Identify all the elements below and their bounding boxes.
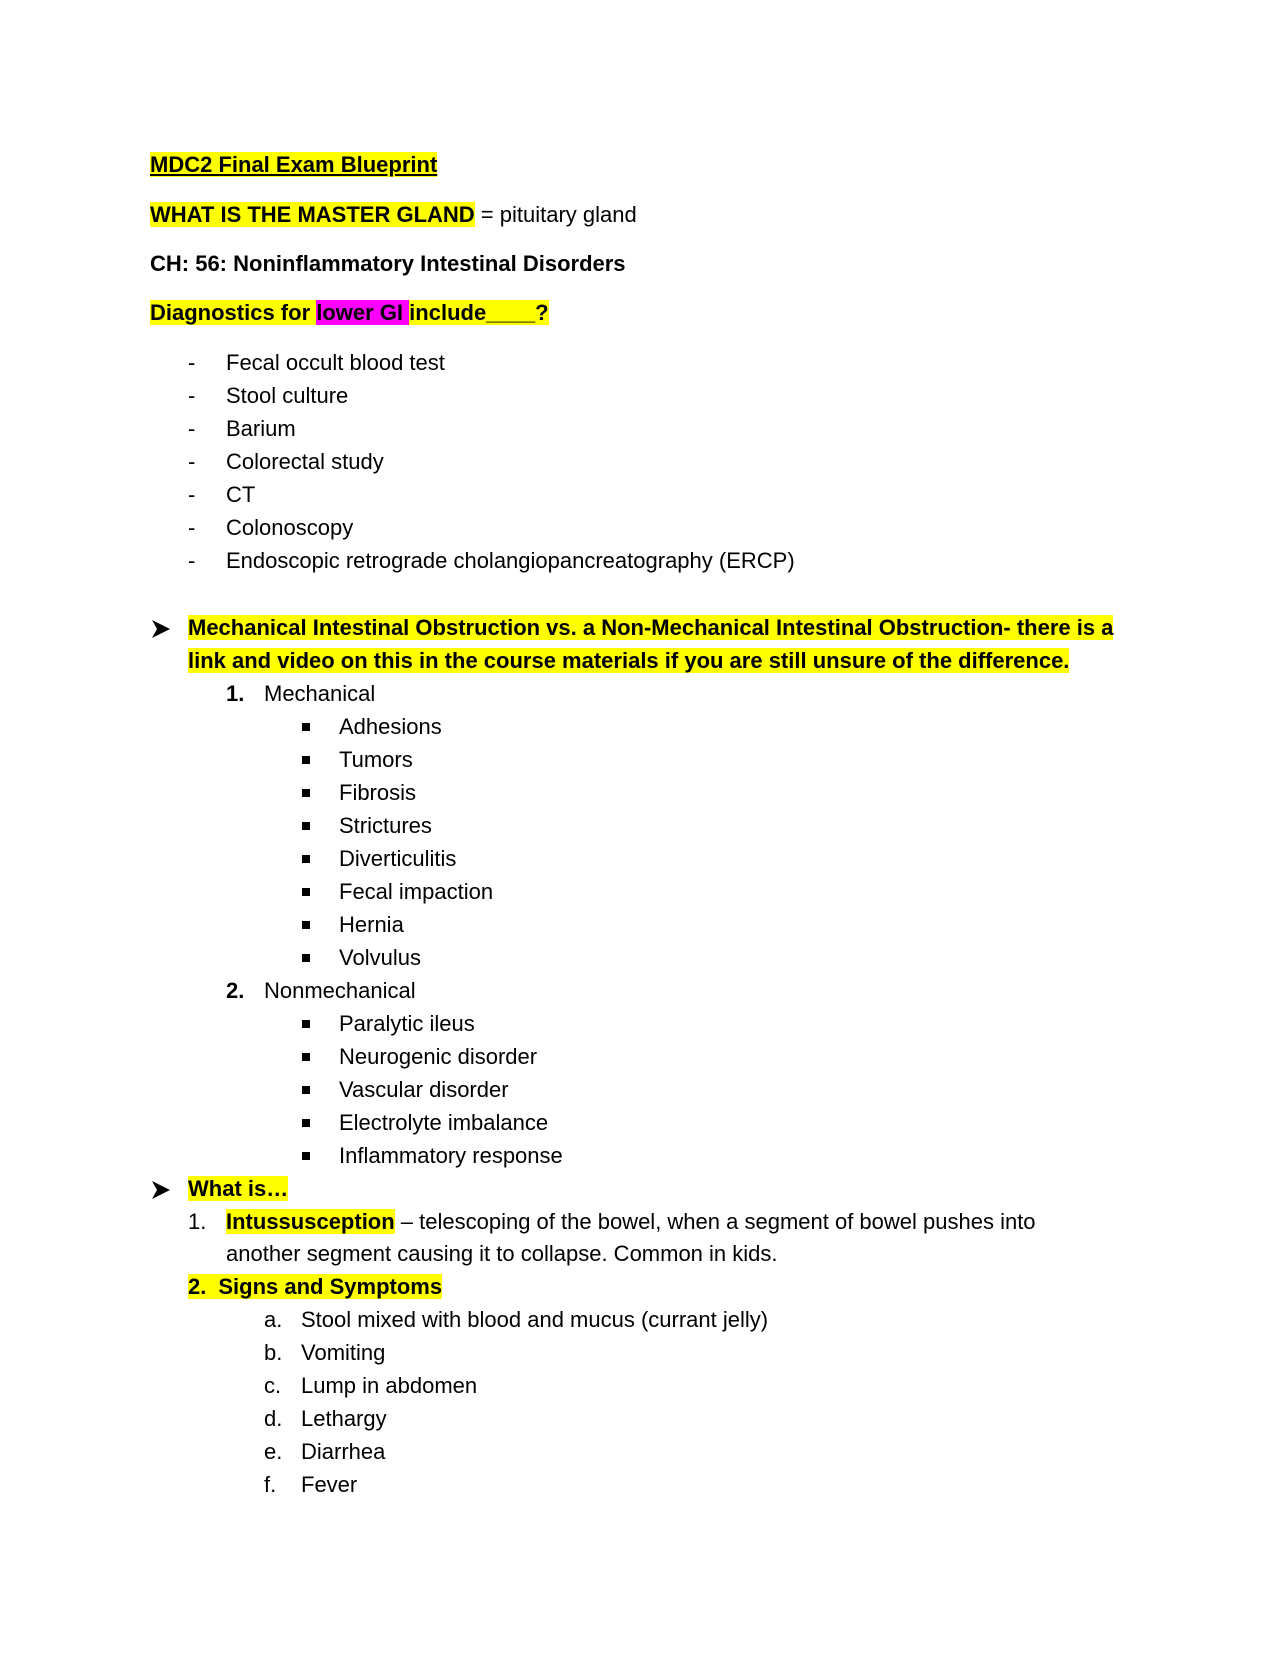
list-number: 1. [226, 681, 245, 706]
list-item: Paralytic ileus [339, 1011, 475, 1036]
list-item: Fever [301, 1472, 358, 1497]
mechanical-label: Mechanical [264, 681, 376, 706]
list-letter: c. [264, 1373, 282, 1398]
square-bullet-icon [302, 1020, 310, 1028]
master-gland-answer: = pituitary gland [474, 202, 637, 227]
list-number: 1. [188, 1209, 207, 1234]
square-bullet-icon [302, 756, 310, 764]
signs-heading: 2. Signs and Symptoms [188, 1274, 443, 1299]
intussusception-term: Intussusception [226, 1209, 395, 1234]
list-item: Colonoscopy [226, 515, 354, 540]
what-is-heading: What is… [188, 1176, 289, 1201]
list-item: Electrolyte imbalance [339, 1110, 549, 1135]
square-bullet-icon [302, 1086, 310, 1094]
list-item: Hernia [339, 912, 404, 937]
list-item: Vascular disorder [339, 1077, 509, 1102]
list-item: Stool mixed with blood and mucus (currant jelly) [301, 1307, 769, 1332]
list-item: Volvulus [339, 945, 421, 970]
list-number: 2. [226, 978, 245, 1003]
obstruction-heading-line2: link and video on this in the course materials if you are still unsure of the difference. [188, 648, 1070, 673]
intussusception-line1: Intussusception – telescoping of the bowel, when a segment of bowel pushes into [226, 1209, 1036, 1234]
square-bullet-icon [302, 954, 310, 962]
square-bullet-icon [302, 855, 310, 863]
list-item: Inflammatory response [339, 1143, 563, 1168]
list-item: Tumors [339, 747, 413, 772]
list-letter: d. [264, 1406, 283, 1431]
list-item: Lump in abdomen [301, 1373, 478, 1398]
square-bullet-icon [302, 888, 310, 896]
obstruction-heading-line1: Mechanical Intestinal Obstruction vs. a Non-Mechanical Intestinal Obstruction- there is a [188, 615, 1114, 640]
list-item: Strictures [339, 813, 432, 838]
list-letter: e. [264, 1439, 283, 1464]
master-gland-question: WHAT IS THE MASTER GLAND [150, 202, 475, 227]
list-item: Fecal occult blood test [226, 350, 445, 375]
square-bullet-icon [302, 1053, 310, 1061]
list-item: Fecal impaction [339, 879, 494, 904]
list-item: Stool culture [226, 383, 349, 408]
document-title: MDC2 Final Exam Blueprint [150, 152, 438, 177]
dash-marker: - [188, 350, 196, 375]
list-item: Neurogenic disorder [339, 1044, 538, 1069]
list-item: Endoscopic retrograde cholangiopancreatography (ERCP) [226, 548, 795, 573]
list-letter: b. [264, 1340, 283, 1365]
square-bullet-icon [302, 1152, 310, 1160]
nonmechanical-label: Nonmechanical [264, 978, 416, 1003]
list-letter: a. [264, 1307, 283, 1332]
square-bullet-icon [302, 789, 310, 797]
list-letter: f. [264, 1472, 277, 1497]
dash-marker: - [188, 416, 196, 441]
chapter-heading: CH: 56: Noninflammatory Intestinal Disorders [150, 251, 626, 276]
list-item: Adhesions [339, 714, 442, 739]
dash-marker: - [188, 482, 196, 507]
diagnostics-question: Diagnostics for lower GI include____? [150, 300, 549, 325]
arrow-bullet-icon [150, 618, 172, 640]
list-item: Diverticulitis [339, 846, 457, 871]
list-item: Diarrhea [301, 1439, 386, 1464]
square-bullet-icon [302, 822, 310, 830]
list-item: Fibrosis [339, 780, 417, 805]
list-item: Barium [226, 416, 296, 441]
list-item: CT [226, 482, 256, 507]
dash-marker: - [188, 515, 196, 540]
dash-marker: - [188, 548, 196, 573]
list-item: Colorectal study [226, 449, 384, 474]
square-bullet-icon [302, 1119, 310, 1127]
square-bullet-icon [302, 723, 310, 731]
lower-gi-highlight: lower GI [316, 300, 410, 325]
list-item: Lethargy [301, 1406, 387, 1431]
dash-marker: - [188, 383, 196, 408]
master-gland-line [150, 201, 637, 229]
list-item: Vomiting [301, 1340, 386, 1365]
dash-marker: - [188, 449, 196, 474]
square-bullet-icon [302, 921, 310, 929]
arrow-bullet-icon [150, 1179, 172, 1201]
intussusception-line2: another segment causing it to collapse. Common in kids. [226, 1241, 778, 1266]
